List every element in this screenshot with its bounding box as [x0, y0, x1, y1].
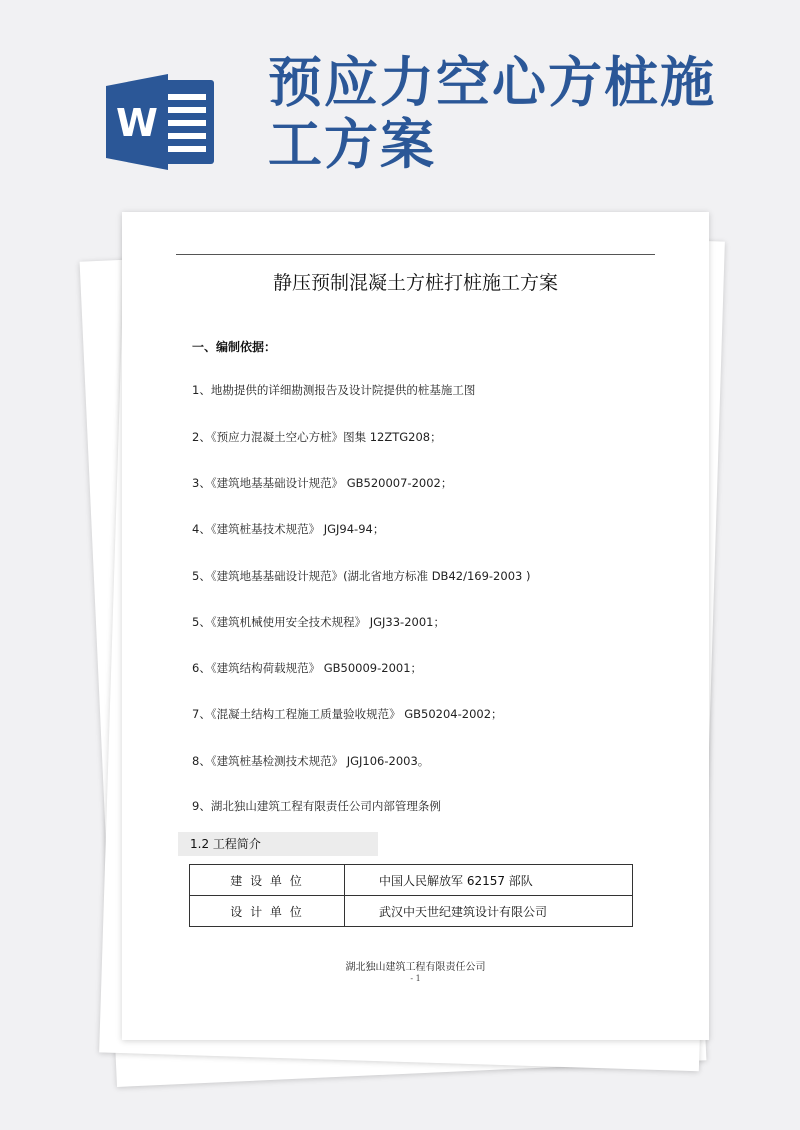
basis-item: 4、《建筑桩基技术规范》 JGJ94-94； [192, 522, 385, 536]
footer-company: 湖北独山建筑工程有限责任公司 [345, 962, 486, 973]
document-title: 静压预制混凝土方桩打桩施工方案 [272, 272, 558, 294]
header-rule [176, 254, 655, 255]
section-heading: 一、编制依据： [192, 340, 277, 354]
table-row [190, 865, 633, 896]
basis-item: 9、湖北独山建筑工程有限责任公司内部管理条例 [192, 799, 441, 813]
banner-title [268, 52, 728, 176]
subsection-heading: 1.2 工程简介 [178, 832, 378, 856]
basis-item: 7、《混凝土结构工程施工质量验收规范》 GB50204-2002； [192, 707, 503, 721]
table-cell-value: 武汉中天世纪建筑设计有限公司 [345, 896, 633, 927]
table-cell-label: 设 计 单 位 [190, 896, 345, 927]
basis-item: 8、《建筑桩基检测技术规范》 JGJ106-2003。 [192, 754, 430, 768]
page-number: - 1 [410, 974, 421, 983]
document-page [122, 212, 709, 1040]
banner-title-line1: 预应力空心方桩施 [268, 51, 716, 114]
table-row [190, 896, 633, 927]
basis-item: 1、地勘提供的详细勘测报告及设计院提供的桩基施工图 [192, 383, 476, 397]
table-cell-value: 中国人民解放军 62157 部队 [345, 865, 633, 896]
basis-item: 5、《建筑机械使用安全技术规程》 JGJ33-2001； [192, 615, 445, 629]
basis-item: 6、《建筑结构荷载规范》 GB50009-2001； [192, 661, 423, 675]
word-app-icon [106, 74, 218, 170]
word-logo-letter: W [116, 101, 158, 145]
banner-title-line2: 工方案 [268, 113, 436, 176]
basis-item: 3、《建筑地基基础设计规范》 GB520007-2002； [192, 476, 453, 490]
table-cell-label: 建 设 单 位 [190, 865, 345, 896]
basis-item: 2、《预应力混凝土空心方桩》图集 12ZTG208； [192, 430, 442, 444]
basis-item: 5、《建筑地基基础设计规范》(湖北省地方标准 DB42/169-2003 ) [192, 569, 531, 583]
project-info-table [189, 864, 633, 927]
